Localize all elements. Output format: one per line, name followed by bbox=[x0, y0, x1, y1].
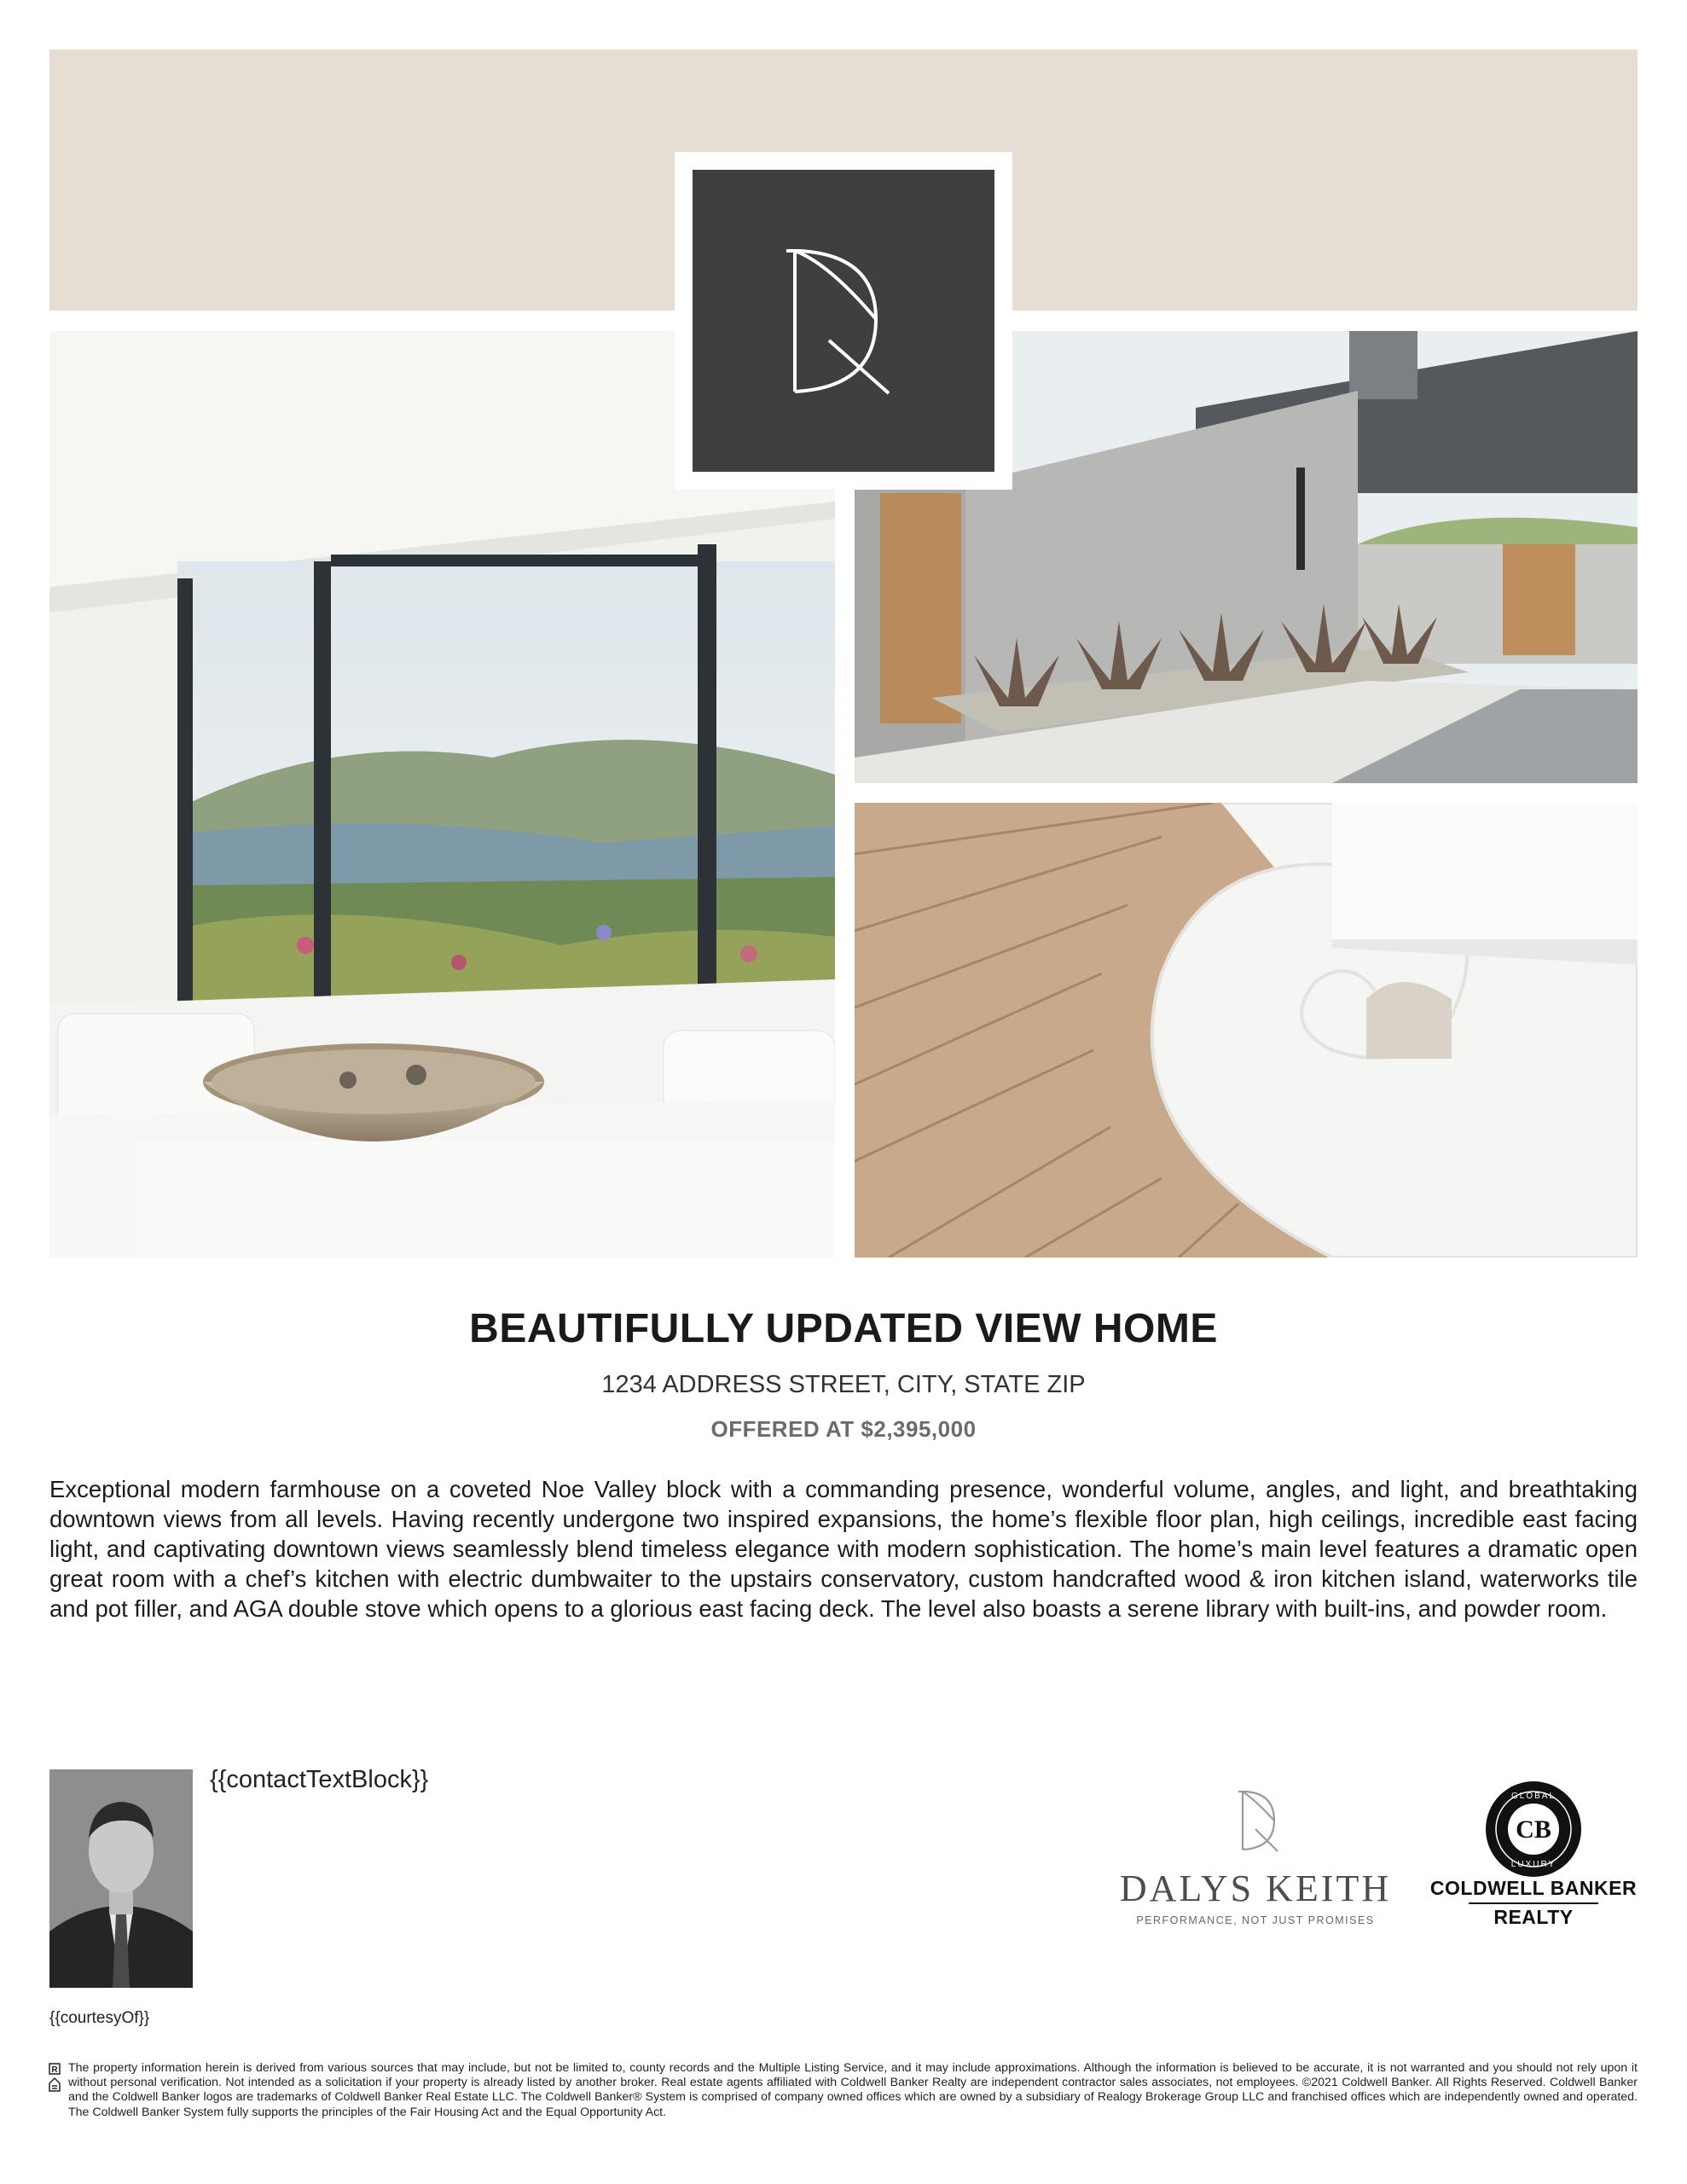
badge-global-text: GLOBAL bbox=[1510, 1792, 1557, 1801]
dalys-keith-wordmark: DALYS KEITH bbox=[1119, 1867, 1392, 1909]
agent-headshot bbox=[49, 1769, 193, 1988]
cb-mark: CB bbox=[1516, 1815, 1551, 1844]
legal-disclaimer: The property information herein is derived from various sources that may include, but not be limited to, county records and the Multiple Listing Service, and it may include approximations. Although the information is believed to be accurate, it is not warranted and you should not rely upon it without personal verification. Not intended as a solicitation if your property is already listed by another broker. Real estate agents affiliated with Coldwell Banker Realty are independent contractor sales associates, not employees. ©2021 Coldwell Banker. All Rights Reserved. Coldwell Banker and the Coldwell Banker logos are trademarks of Coldwell Banker Real Estate LLC. The Coldwell Banker® System is comprised of company owned offices which are owned by a subsidiary of Realogy Brokerage Group LLC and franchised offices which are independently owned and operated. The Coldwell Banker System fully supports the principles of the Fair Housing Act and the Equal Opportunity Act. bbox=[68, 2061, 1638, 2119]
dk-monogram-logo bbox=[693, 170, 994, 472]
svg-text:R: R bbox=[51, 2065, 58, 2075]
photo-spiral-staircase bbox=[855, 803, 1638, 1258]
listing-headline: BEAUTIFULLY UPDATED VIEW HOME bbox=[469, 1306, 1218, 1351]
coldwell-banker-global-luxury-badge bbox=[1484, 1780, 1583, 1879]
listing-price: OFFERED AT $2,395,000 bbox=[710, 1416, 977, 1442]
listing-description: Exceptional modern farmhouse on a coveted Noe Valley block with a commanding presence, wonderful volume, angles, and light, and breathtaking downtown views from all levels. Having recently undergone two inspired expansions, the home’s flexible floor plan, high ceilings, incredible east facing light, and captivating downtown views seamlessly blend timeless elegance with modern sophistication. The home’s main level features a dramatic open great room with a chef’s kitchen with electric dumbwaiter to the upstairs conservatory, custom handcrafted wood & iron kitchen island, waterworks tile and pot filler, and AGA double stove which opens to a glorious east facing deck. The level also boasts a serene library with built-ins, and powder room. bbox=[49, 1476, 1638, 1622]
contact-text-block: {{contactTextBlock}} bbox=[210, 1766, 429, 1793]
coldwell-banker-wordmark: COLDWELL BANKER bbox=[1429, 1877, 1638, 1899]
dalys-keith-tagline: PERFORMANCE, NOT JUST PROMISES bbox=[1136, 1914, 1375, 1926]
compliance-icons bbox=[49, 2063, 61, 2094]
badge-luxury-text: LUXURY bbox=[1510, 1860, 1557, 1869]
cb-divider bbox=[1469, 1902, 1598, 1904]
courtesy-of: {{courtesyOf}} bbox=[49, 2009, 150, 2027]
listing-address: 1234 ADDRESS STREET, CITY, STATE ZIP bbox=[601, 1371, 1086, 1398]
equal-housing-icon bbox=[49, 2078, 60, 2091]
realtor-icon bbox=[49, 2064, 60, 2075]
coldwell-banker-realty: REALTY bbox=[1493, 1906, 1574, 1928]
